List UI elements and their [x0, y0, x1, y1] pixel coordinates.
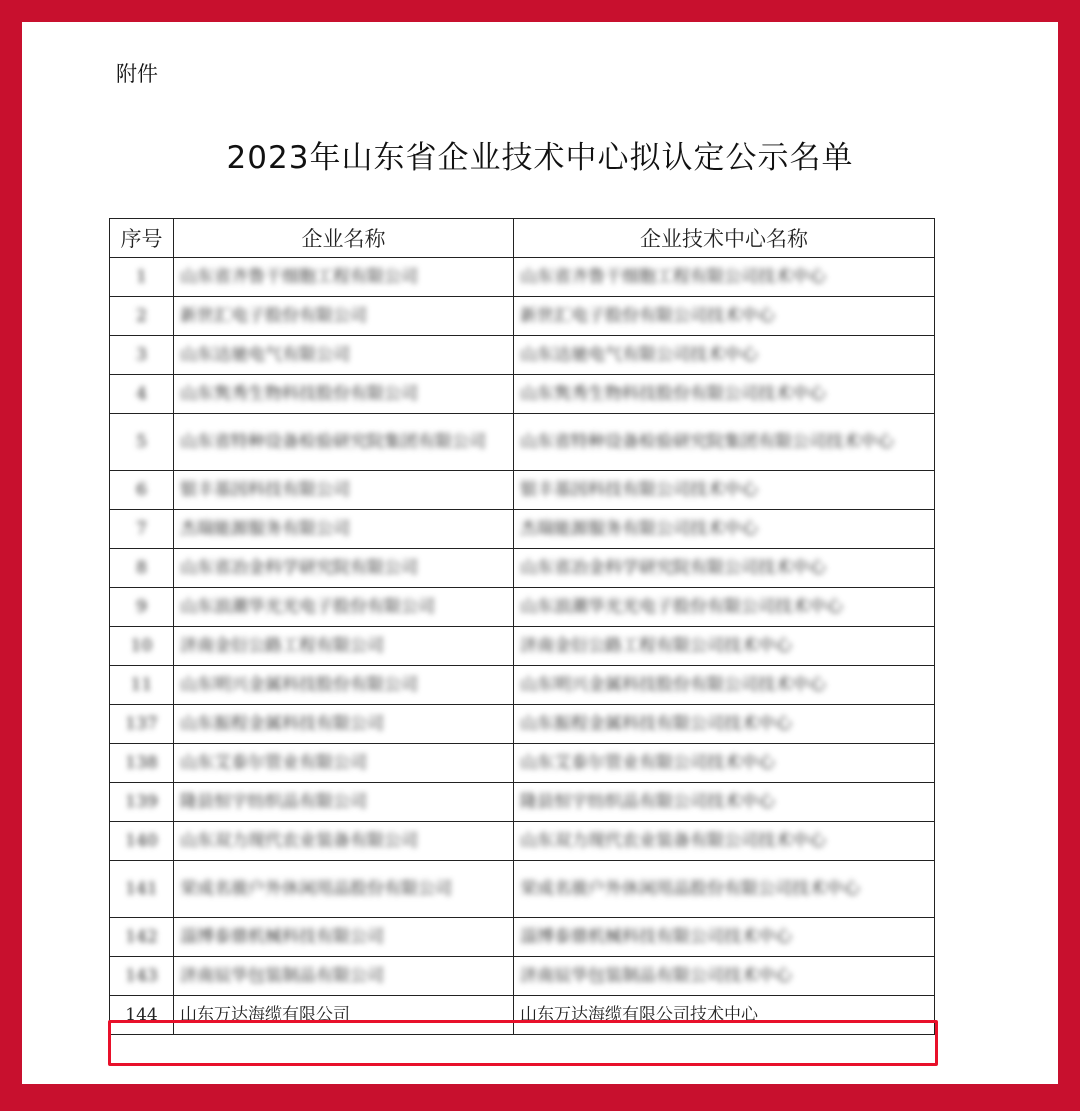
tech-center-name-cell [514, 744, 935, 783]
company-name-cell [174, 744, 514, 783]
row-number-cell [110, 336, 174, 375]
company-name-cell [174, 414, 514, 471]
row-number: 3 [136, 345, 147, 365]
table-row [110, 957, 935, 996]
tech-center-name-cell [514, 510, 935, 549]
table-row [110, 549, 935, 588]
company-name: 淄博泰鼎机械科技有限公司 [180, 927, 384, 947]
row-number-cell [110, 471, 174, 510]
tech-center-name-cell [514, 375, 935, 414]
table-row [110, 666, 935, 705]
tech-center-name: 山东隽秀生物科技股份有限公司技术中心 [520, 384, 826, 404]
table-row [110, 627, 935, 666]
row-number: 6 [136, 480, 147, 500]
table-row [110, 861, 935, 918]
row-number: 1 [136, 267, 147, 287]
row-number: 4 [136, 384, 147, 404]
tech-center-name-cell [514, 414, 935, 471]
company-name-cell [174, 336, 514, 375]
column-header-number: 序号 [110, 219, 174, 258]
company-name: 山东达驰电气有限公司 [180, 345, 350, 365]
company-name: 山东明兴金属科技股份有限公司 [180, 675, 418, 695]
tech-center-name-cell [514, 471, 935, 510]
tech-center-name: 银丰基因科技有限公司技术中心 [520, 480, 758, 500]
tech-center-name-cell [514, 258, 935, 297]
company-name-cell [174, 918, 514, 957]
company-name: 山东双力现代农业装备有限公司 [180, 831, 418, 851]
row-number: 143 [125, 966, 158, 986]
company-name-cell [174, 549, 514, 588]
row-number: 140 [125, 831, 158, 851]
tech-center-name: 隆县恒宇纺织品有限公司技术中心 [520, 792, 775, 812]
company-name-cell [174, 996, 514, 1035]
company-name: 山东隽秀生物科技股份有限公司 [180, 384, 418, 404]
table-row [110, 297, 935, 336]
tech-center-name-cell [514, 996, 935, 1035]
company-name-cell [174, 375, 514, 414]
row-number-cell [110, 996, 174, 1035]
row-number-cell [110, 549, 174, 588]
column-header-center: 企业技术中心名称 [514, 219, 935, 258]
row-number: 7 [136, 519, 147, 539]
company-name: 济南辰华包装制品有限公司 [180, 966, 384, 986]
company-name: 山东浪潮华光光电子股份有限公司 [180, 597, 435, 617]
row-number: 11 [130, 675, 153, 695]
column-header-company: 企业名称 [174, 219, 514, 258]
company-name: 杰瑞能源服务有限公司 [180, 519, 350, 539]
tech-center-name: 山东省特种设备检验研究院集团有限公司技术中心 [520, 432, 894, 452]
row-number-cell [110, 297, 174, 336]
company-name-cell [174, 666, 514, 705]
document-page [22, 22, 1058, 1084]
table-row [110, 996, 935, 1035]
company-name: 山东省齐鲁干细胞工程有限公司 [180, 267, 418, 287]
tech-center-name: 山东双力现代农业装备有限公司技术中心 [520, 831, 826, 851]
row-number-cell [110, 744, 174, 783]
row-number-cell [110, 627, 174, 666]
company-name: 山东省特种设备检验研究院集团有限公司 [180, 432, 486, 452]
company-name-cell [174, 258, 514, 297]
tech-center-name: 荣成名骏户外休闲用品股份有限公司技术中心 [520, 879, 860, 899]
company-name-cell [174, 822, 514, 861]
company-name-cell [174, 957, 514, 996]
row-number-cell [110, 783, 174, 822]
tech-center-name-cell [514, 336, 935, 375]
tech-center-name: 新世汇电子股份有限公司技术中心 [520, 306, 775, 326]
table-row [110, 258, 935, 297]
tech-center-name-cell [514, 588, 935, 627]
tech-center-name: 山东达驰电气有限公司技术中心 [520, 345, 758, 365]
table-row [110, 414, 935, 471]
tech-center-name-cell [514, 627, 935, 666]
table-row [110, 822, 935, 861]
row-number-cell [110, 822, 174, 861]
company-name-cell [174, 297, 514, 336]
table-row [110, 705, 935, 744]
row-number-cell [110, 957, 174, 996]
row-number: 5 [136, 432, 147, 452]
row-number: 142 [125, 927, 158, 947]
table-row [110, 918, 935, 957]
table-row [110, 510, 935, 549]
company-name-cell [174, 783, 514, 822]
row-number-cell [110, 918, 174, 957]
company-list-table [109, 218, 935, 1035]
company-name: 山东万达海缆有限公司 [180, 1005, 350, 1025]
tech-center-name: 山东明兴金属科技股份有限公司技术中心 [520, 675, 826, 695]
tech-center-name: 山东浪潮华光光电子股份有限公司技术中心 [520, 597, 843, 617]
row-number: 9 [136, 597, 147, 617]
company-name: 山东艾泰尔管业有限公司 [180, 753, 367, 773]
row-number: 8 [136, 558, 147, 578]
table-row [110, 336, 935, 375]
row-number: 10 [130, 636, 153, 656]
tech-center-name: 淄博泰鼎机械科技有限公司技术中心 [520, 927, 792, 947]
tech-center-name-cell [514, 918, 935, 957]
company-name: 荣成名骏户外休闲用品股份有限公司 [180, 879, 452, 899]
row-number: 137 [125, 714, 158, 734]
company-name-cell [174, 471, 514, 510]
tech-center-name-cell [514, 297, 935, 336]
row-number: 139 [125, 792, 158, 812]
tech-center-name: 山东省冶金科学研究院有限公司技术中心 [520, 558, 826, 578]
row-number: 144 [125, 1005, 158, 1025]
row-number-cell [110, 414, 174, 471]
company-name-cell [174, 861, 514, 918]
row-number-cell [110, 510, 174, 549]
company-name: 山东振程金属科技有限公司 [180, 714, 384, 734]
tech-center-name: 山东振程金属科技有限公司技术中心 [520, 714, 792, 734]
company-name-cell [174, 588, 514, 627]
company-name-cell [174, 510, 514, 549]
row-number: 2 [136, 306, 147, 326]
table-row [110, 744, 935, 783]
company-name-cell [174, 627, 514, 666]
tech-center-name-cell [514, 549, 935, 588]
row-number: 138 [125, 753, 158, 773]
table-header-row [110, 219, 935, 258]
tech-center-name-cell [514, 822, 935, 861]
page-title: 2023年山东省企业技术中心拟认定公示名单 [226, 140, 854, 176]
tech-center-name: 济南辰华包装制品有限公司技术中心 [520, 966, 792, 986]
company-name: 济南金衍公路工程有限公司 [180, 636, 384, 656]
tech-center-name: 杰瑞能源服务有限公司技术中心 [520, 519, 758, 539]
company-name: 山东省冶金科学研究院有限公司 [180, 558, 418, 578]
table-row [110, 471, 935, 510]
company-name: 新世汇电子股份有限公司 [180, 306, 367, 326]
row-number-cell [110, 705, 174, 744]
tech-center-name: 济南金衍公路工程有限公司技术中心 [520, 636, 792, 656]
tech-center-name: 山东万达海缆有限公司技术中心 [520, 1005, 758, 1025]
row-number: 141 [125, 879, 158, 899]
row-number-cell [110, 861, 174, 918]
row-number-cell [110, 588, 174, 627]
row-number-cell [110, 258, 174, 297]
tech-center-name-cell [514, 783, 935, 822]
tech-center-name: 山东艾泰尔管业有限公司技术中心 [520, 753, 775, 773]
attachment-label: 附件 [116, 62, 158, 86]
row-number-cell [110, 666, 174, 705]
table-row [110, 588, 935, 627]
tech-center-name-cell [514, 705, 935, 744]
row-number-cell [110, 375, 174, 414]
company-name: 隆县恒宇纺织品有限公司 [180, 792, 367, 812]
table-row [110, 783, 935, 822]
tech-center-name: 山东省齐鲁干细胞工程有限公司技术中心 [520, 267, 826, 287]
tech-center-name-cell [514, 861, 935, 918]
table-body [110, 258, 935, 1035]
tech-center-name-cell [514, 666, 935, 705]
company-name-cell [174, 705, 514, 744]
tech-center-name-cell [514, 957, 935, 996]
company-name: 银丰基因科技有限公司 [180, 480, 350, 500]
table-row [110, 375, 935, 414]
